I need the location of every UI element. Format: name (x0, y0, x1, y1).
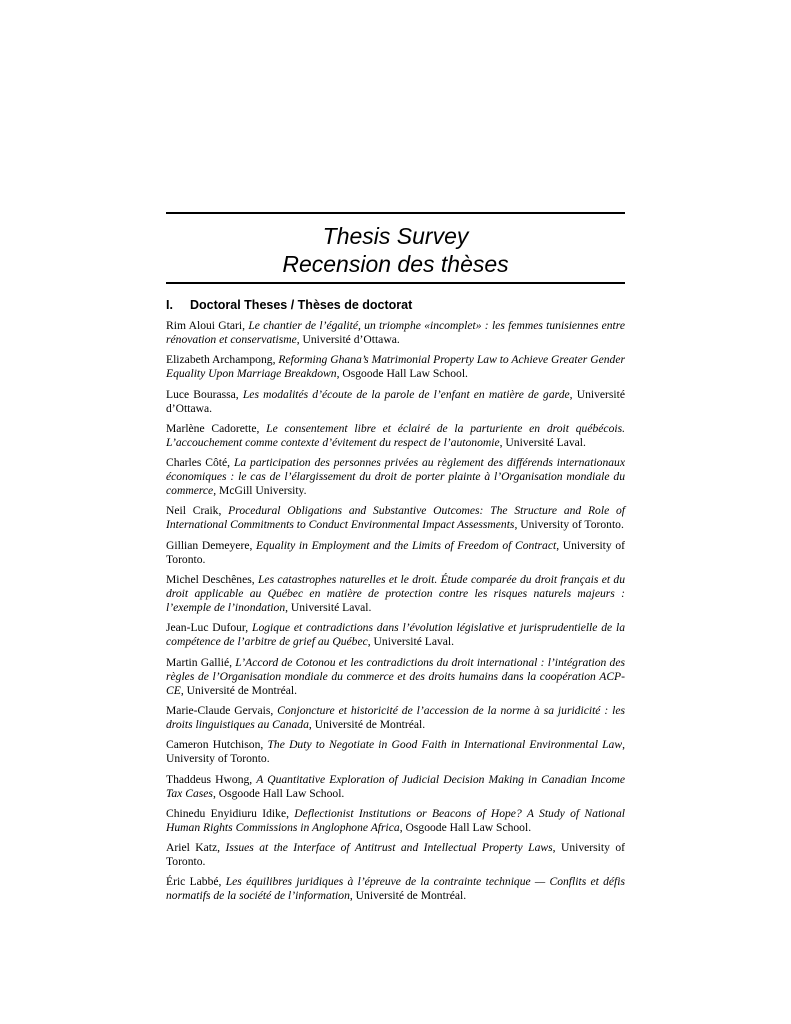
thesis-entry (166, 841, 625, 869)
entry-author: Gillian Demeyere, (166, 538, 257, 552)
entry-author: Neil Craik, (166, 504, 229, 518)
thesis-entry (166, 573, 625, 615)
thesis-entry (166, 353, 625, 381)
entry-school: , Université Laval. (367, 635, 455, 649)
section-number: I. (166, 298, 173, 312)
entry-title: Equality in Employment and the Limits of Freedom of Contract (256, 538, 557, 552)
thesis-entry (166, 539, 625, 567)
entry-title: Logique et contradictions dans l’évolution législative et jurisprudentielle de la compétence de l’arbitre de grief au Québec (166, 621, 625, 649)
entry-author: Rim Aloui Gtari, (166, 319, 249, 332)
page-subtitle: Recension des thèses (282, 251, 509, 277)
entry-title: Deflectionist Institutions or Beacons of Hope? A Study of National Human Rights Commissions in Anglophone Africa (166, 806, 625, 834)
entry-title: Les équilibres juridiques à l’épreuve de la contrainte technique — Conflits et défis normatifs de la société de l’information (166, 875, 625, 903)
thesis-entry (166, 621, 625, 649)
thesis-entry (166, 456, 625, 498)
entry-title: Conjoncture et historicité de l’accession de la norme à sa juridicité : les droits linguistiques au Canada (166, 703, 625, 731)
entry-school: , McGill University. (213, 484, 307, 498)
top-rule (166, 212, 625, 214)
entry-title: Reforming Ghana’s Matrimonial Property Law to Achieve Greater Gender Equality Upon Marriage Breakdown (166, 353, 625, 381)
entry-author: Marie-Claude Gervais, (166, 703, 278, 717)
entry-title: The Duty to Negotiate in Good Faith in International Environmental Law (267, 738, 623, 752)
entry-author: Charles Côté, (166, 456, 234, 470)
thesis-entry (166, 422, 625, 450)
entry-title: Les modalités d’écoute de la parole de l’enfant en matière de garde (242, 387, 570, 401)
entry-author: Chinedu Enyidiuru Idike, (166, 806, 295, 820)
entry-school: , Université de Montréal. (180, 683, 298, 697)
thesis-list (166, 319, 625, 910)
entry-school: , Université de Montréal. (308, 717, 426, 731)
thesis-entry (166, 388, 625, 416)
thesis-entry (166, 807, 625, 835)
thesis-entry (166, 875, 625, 903)
entry-school: , University of Toronto. (166, 841, 625, 869)
entry-author: Jean-Luc Dufour, (166, 621, 253, 635)
entry-school: , Université Laval. (285, 601, 372, 615)
entry-title: Les catastrophes naturelles et le droit. Étude comparée du droit français et du droit applicable au Québec en matière de protection contre les risques naturels majeurs : l’exemple de l’inondation (166, 573, 625, 615)
entry-author: Thaddeus Hwong, (166, 772, 257, 786)
page-title: Thesis Survey (322, 223, 469, 249)
entry-author: Éric Labbé, (166, 875, 226, 889)
entry-school: , Université de Montréal. (349, 889, 467, 903)
bottom-rule (166, 282, 625, 284)
entry-title: Le consentement libre et éclairé de la parturiente en droit québécois. L’accouchement comme contexte d’évitement du respect de l’autonomie (166, 421, 625, 449)
entry-author: Michel Deschênes, (166, 573, 258, 587)
entry-author: Martin Gallié, (166, 655, 236, 669)
thesis-entry (166, 704, 625, 732)
entry-school: , University of Toronto. (166, 738, 625, 766)
thesis-entry (166, 504, 625, 532)
entry-school: , University of Toronto. (514, 518, 624, 532)
entry-school: , University of Toronto. (166, 538, 625, 566)
entry-title: L’Accord de Cotonou et les contradictions du droit international : l’intégration des règles de l’Organisation mondiale du commerce et des droits humains dans la coopération ACP-CE (166, 655, 625, 697)
section-title: Doctoral Theses / Thèses de doctorat (190, 298, 413, 312)
entry-author: Cameron Hutchison, (166, 738, 268, 752)
entry-author: Elizabeth Archampong, (166, 353, 279, 367)
entry-title: Procedural Obligations and Substantive Outcomes: The Structure and Role of International Commitments to Conduct Environmental Impact Assessments (166, 504, 625, 532)
thesis-entry (166, 738, 625, 766)
entry-title: Issues at the Interface of Antitrust and Intellectual Property Laws (225, 841, 553, 855)
thesis-entry (166, 773, 625, 801)
section-heading (166, 297, 625, 313)
entry-school: , Université d’Ottawa. (296, 333, 400, 346)
entry-school: , Université Laval. (499, 435, 586, 449)
entry-author: Marlène Cadorette, (166, 421, 267, 435)
entry-school: , Osgoode Hall Law School. (336, 367, 468, 381)
thesis-entry (166, 319, 625, 347)
entry-title: A Quantitative Exploration of Judicial Decision Making in Canadian Income Tax Cases (166, 772, 626, 800)
entry-school: , Osgoode Hall Law School. (212, 786, 345, 800)
entry-school: , Université d’Ottawa. (166, 387, 625, 415)
entry-title: La participation des personnes privées au règlement des différends internationaux économiques : le cas de l’élargissement du droit de porter plainte à l’Organisation mondiale du commerce (166, 456, 626, 498)
entry-school: , Osgoode Hall Law School. (399, 820, 532, 834)
entry-author: Luce Bourassa, (166, 387, 243, 401)
entry-author: Ariel Katz, (166, 841, 226, 855)
entry-title: Le chantier de l’égalité, un triomphe «incomplet» : les femmes tunisiennes entre rénovation et conservatisme (166, 319, 626, 346)
thesis-entry (166, 656, 625, 698)
